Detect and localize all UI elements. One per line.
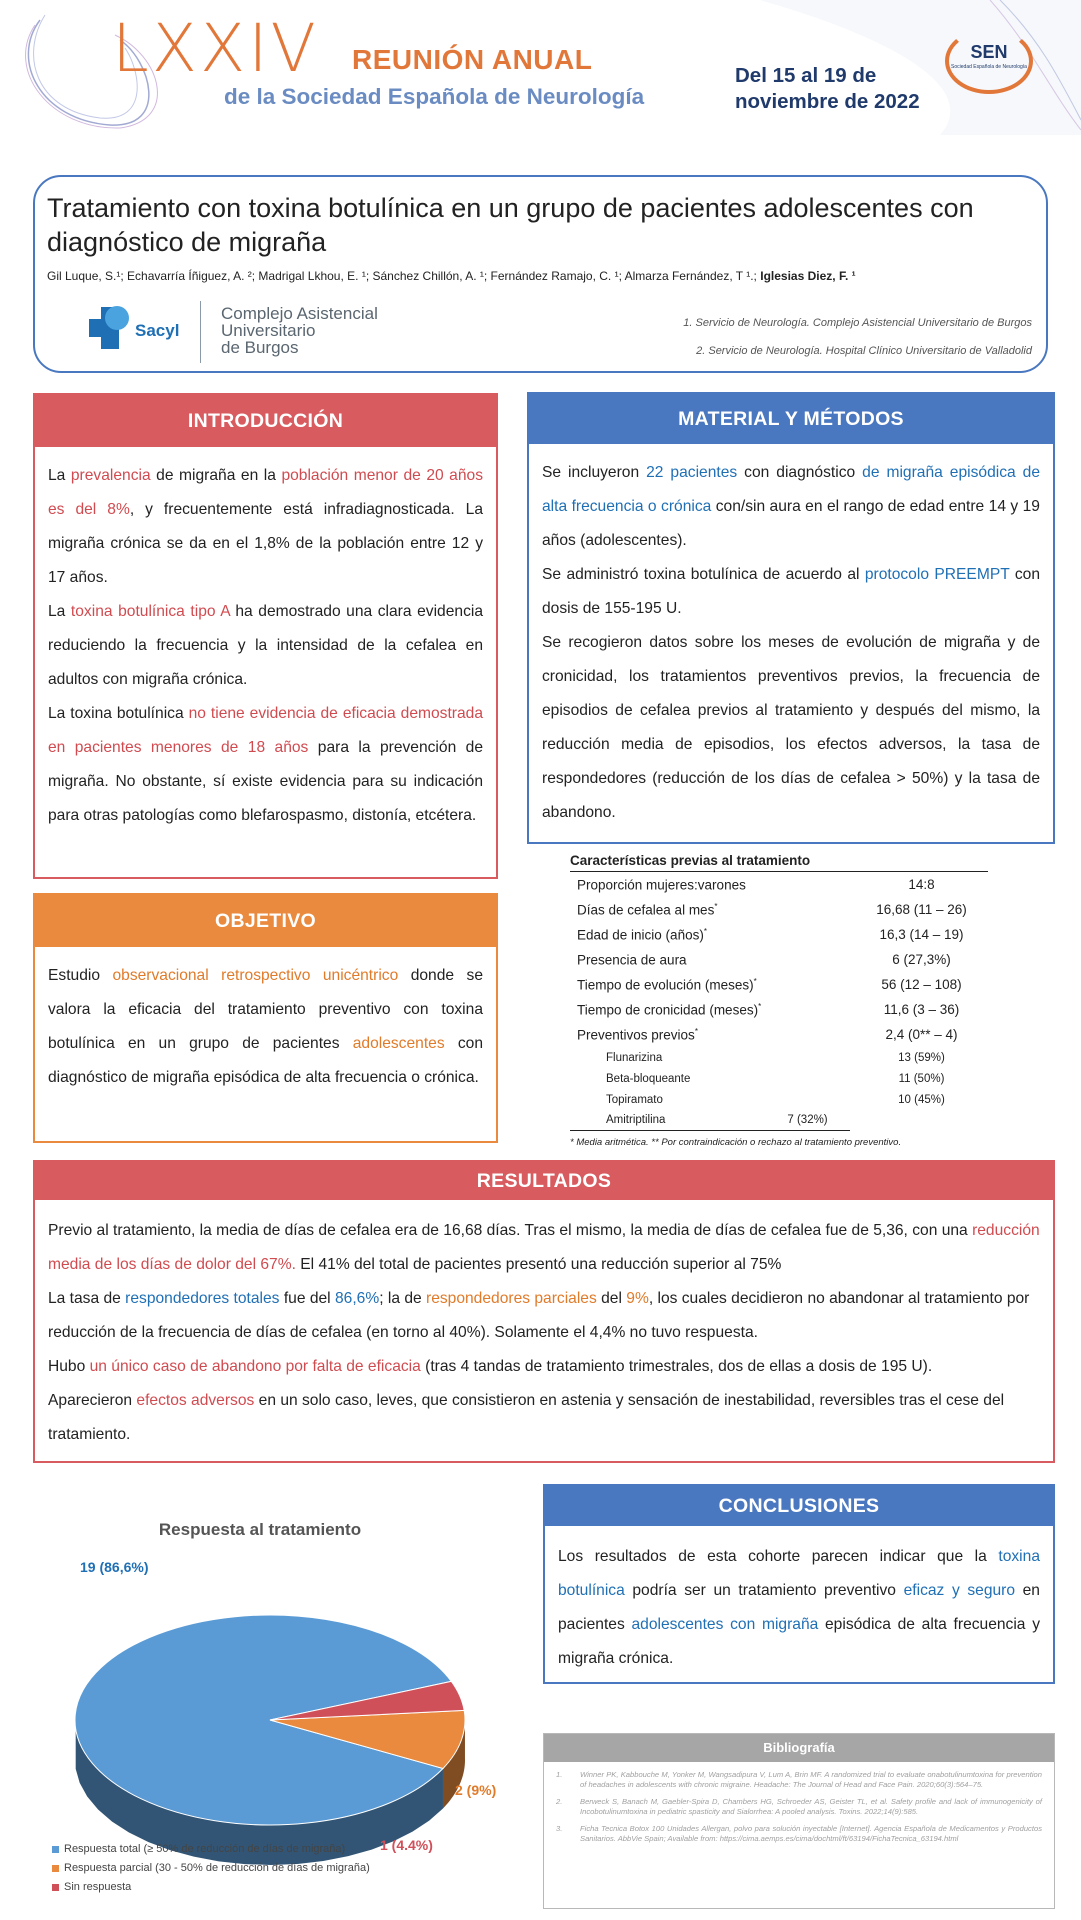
table-row: Tiempo de cronicidad (meses)* 11,6 (3 – 36) (577, 1001, 960, 1018)
objective-body (35, 947, 496, 1107)
results-heading: RESULTADOS (35, 1162, 1053, 1200)
table-subrow: Topiramato 10 (45%) (606, 1093, 945, 1106)
hospital-line-2: Universitario (221, 321, 316, 340)
pie-data-label: 2 (9%) (455, 1782, 497, 1798)
methods-body (529, 444, 1053, 842)
poster-title (47, 191, 1047, 259)
sacyl-wordmark: Sacyl (135, 321, 180, 340)
dates-line-2: noviembre de 2022 (735, 90, 920, 113)
reference-item: 1. Winner PK, Kabbouche M, Yonker M, Wangsadipura V, Lum A, Brin MF. A randomized trial to evaluate onabotulinumtoxina for prevention of headaches in adolescents with chronic migraine. Headache: The Journal of Head and Face Pain. 2020;60(3):564–75. (556, 1770, 1042, 1789)
table-footnote: * Media aritmética. ** Por contraindicación o rechazo al tratamiento preventivo. (570, 1137, 902, 1148)
sacyl-logo-icon (87, 305, 133, 351)
affiliation-2: 2. Servicio de Neurología. Hospital Clínico Universitario de Valladolid (696, 345, 1032, 357)
bibliography-section (543, 1733, 1055, 1909)
introduction-heading: INTRODUCCIÓN (35, 395, 496, 447)
pie-data-label: 1 (4.4%) (380, 1837, 433, 1853)
objective-section (33, 893, 498, 1143)
logo-divider (200, 301, 201, 363)
reference-item: 2. Berweck S, Banach M, Gaebler-Spira D, Chambers HG, Schroeder AS, Geister TL, et al. Safety profile and lack of immunogenicity of Incobotulinumtoxina in pediatric spasticity and Sialorrhea: A pooled analysis. Toxins. 2022;14(9):585. (556, 1797, 1042, 1816)
authors-text: Gil Luque, S.¹; Echavarría Íñiguez, A. ²; Madrigal Lkhou, E. ¹; Sánchez Chillón, A. ¹; Fernández Ramajo, C. ¹; Almarza Fernández, T ¹.; (47, 269, 757, 283)
poster-title-line-1: Tratamiento con toxina botulínica en un grupo de pacientes adolescentes con (47, 193, 974, 223)
results-section (33, 1160, 1055, 1463)
bibliography-heading: Bibliografía (544, 1734, 1054, 1762)
conclusions-heading: CONCLUSIONES (545, 1486, 1053, 1526)
reference-item: 3. Ficha Tecnica Botox 100 Unidades Allergan, polvo para solución inyectable [Internet]. Agencia Española de Medicamentos y Productos Sanitarios. AbbVie Spain; Available from: https://cima.aemps.es/cima/dochtml/ft/63194/FichaTecnica_63194.html (556, 1824, 1042, 1843)
methods-heading: MATERIAL Y MÉTODOS (529, 394, 1053, 444)
chart-legend (52, 1840, 370, 1897)
legend-item: Respuesta total (≥ 50% de reducción de días de migraña) (52, 1840, 370, 1859)
hospital-line-1: Complejo Asistencial (221, 304, 378, 323)
legend-swatch (52, 1884, 59, 1891)
conference-edition: LXXIV (112, 10, 319, 87)
table-subrow: Beta-bloqueante 11 (50%) (606, 1072, 945, 1085)
legend-item: Sin respuesta (52, 1878, 370, 1897)
results-body (35, 1200, 1053, 1466)
hospital-logo-text (221, 305, 378, 356)
introduction-body (35, 447, 496, 845)
objective-paragraph: Estudio observacional retrospectivo unicéntrico donde se valora la eficacia del tratamiento preventivo con toxina botulínica en un grupo de pacientes adolescentes con diagnóstico de migraña episódica de alta frecuencia o crónica. (48, 967, 483, 1086)
legend-swatch (52, 1865, 59, 1872)
conference-name: REUNIÓN ANUAL (352, 44, 593, 75)
intro-paragraph-1: La prevalencia de migraña en la población menor de 20 años es del 8%, y frecuentemente está infradiagnosticada. La migraña crónica se da en el 1,8% de la población entre 12 y 17 años. (48, 467, 484, 586)
table-subrow: Amitriptilina 7 (32%) (570, 1110, 850, 1131)
pie-chart-svg (60, 1550, 530, 1870)
table-row: Días de cefalea al mes* 16,68 (11 – 26) (577, 901, 967, 918)
table-row: Presencia de aura 6 (27,3%) (577, 952, 951, 968)
chart-title: Respuesta al tratamiento (158, 1520, 362, 1539)
results-paragraph-4: Aparecieron efectos adversos en un solo caso, leves, que consistieron en astenia y sensación de inestabilidad, reversibles tras el cese del tratamiento. (48, 1392, 1005, 1443)
results-paragraph-1: Previo al tratamiento, la media de días de cefalea era de 16,68 días. Tras el mismo, la media de días de cefalea fue de 5,36, con una reducción media de los días de dolor del 67%. El 41% del total de pacientes presentó una reducción superior al 75% (48, 1222, 1040, 1273)
conclusions-section (543, 1484, 1055, 1684)
objective-heading: OBJETIVO (35, 895, 496, 947)
title-panel (33, 175, 1048, 373)
poster-title-line-2: diagnóstico de migraña (47, 227, 327, 257)
conclusions-paragraph: Los resultados de esta cohorte parecen indicar que la toxina botulínica podría ser un tratamiento preventivo eficaz y seguro en pacientes adolescentes con migraña episódica de alta frecuencia y migraña crónica. (558, 1548, 1040, 1667)
table-row: Edad de inicio (años)* 16,3 (14 – 19) (577, 926, 964, 943)
table-title: Características previas al tratamiento (570, 850, 988, 872)
table-row: Tiempo de evolución (meses)* 56 (12 – 108) (577, 976, 962, 993)
methods-paragraph-3: Se recogieron datos sobre los meses de evolución de migraña y de cronicidad, los tratamientos preventivos previos, la frecuencia de episodios de cefalea previos al tratamiento y después del mismo, la reducción media de episodios, los efectos adversos, la tasa de respondedores (reducción de los días de cefalea > 50%) y la tasa de abandono. (542, 634, 1040, 821)
intro-paragraph-2: La toxina botulínica tipo A ha demostrado una clara evidencia reduciendo la frecuencia y la intensidad de la cefalea en adultos con migraña crónica. (48, 603, 483, 688)
table-subrow: Flunarizina 13 (59%) (606, 1051, 945, 1064)
pie-data-label: 19 (86,6%) (80, 1559, 149, 1575)
introduction-section (33, 393, 498, 879)
results-paragraph-2: La tasa de respondedores totales fue del 86,6%; la de respondedores parciales del 9%, los cuales decidieron no abandonar al tratamiento por reducción de la frecuencia de días de cefalea (en torno al 40%). Solamente el 4,4% no tuvo respuesta. (48, 1290, 1030, 1341)
legend-item: Respuesta parcial (30 - 50% de reducción de días de migraña) (52, 1859, 370, 1878)
results-paragraph-3: Hubo un único caso de abandono por falta de eficacia (tras 4 tandas de tratamiento trimestrales, dos de ellas a dosis de 195 U). (48, 1358, 933, 1375)
reference-list (544, 1762, 1054, 1844)
hospital-line-3: de Burgos (221, 338, 299, 357)
intro-paragraph-3: La toxina botulínica no tiene evidencia de eficacia demostrada en pacientes menores de 18 años para la prevención de migraña. No obstante, sí existe evidencia para su indicación para otras patologías como blefarospasmo, distonía, etcétera. (48, 705, 484, 824)
dates-line-1: Del 15 al 19 de (735, 64, 877, 87)
affiliation-1: 1. Servicio de Neurología. Complejo Asistencial Universitario de Burgos (683, 317, 1032, 329)
conclusions-body (545, 1526, 1053, 1690)
sen-logo-text: SEN (970, 42, 1008, 62)
sen-logo-subtext: Sociedad Española de Neurología (951, 64, 1027, 70)
author-list (47, 269, 1047, 283)
methods-section (527, 392, 1055, 844)
baseline-characteristics-table (570, 850, 988, 1148)
methods-paragraph-2: Se administró toxina botulínica de acuerdo al protocolo PREEMPT con dosis de 155-195 U. (542, 566, 1040, 617)
table-row: Proporción mujeres:varones 14:8 (577, 877, 935, 893)
author-last: Iglesias Diez, F. ¹ (760, 269, 856, 283)
methods-paragraph-1: Se incluyeron 22 pacientes con diagnóstico de migraña episódica de alta frecuencia o crónica con/sin aura en el rango de edad entre 14 y 19 años (adolescentes). (542, 464, 1040, 549)
table-row: Preventivos previos* 2,4 (0** – 4) (577, 1026, 958, 1043)
conference-banner (0, 0, 1081, 135)
society-name: de la Sociedad Española de Neurología (224, 84, 645, 109)
conference-dates (735, 63, 920, 115)
sen-logo (945, 28, 1033, 94)
legend-swatch (52, 1846, 59, 1853)
